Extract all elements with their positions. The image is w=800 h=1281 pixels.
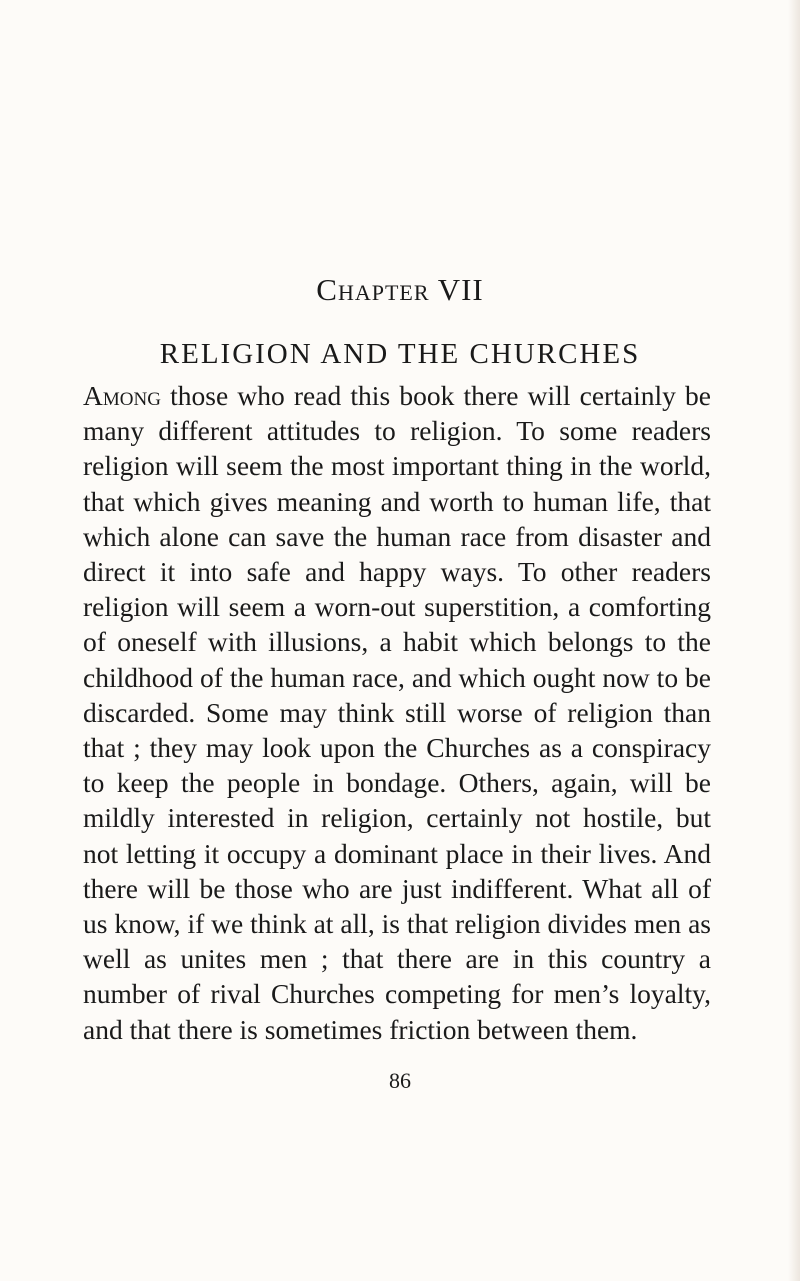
page-number: 86 xyxy=(389,1068,411,1093)
opening-words: Among xyxy=(83,380,161,411)
paragraph-text: those who read this book there will certainly be many different attitudes to religion. To some readers religion will seem the most important thing in the world, that which gives meaning and worth to human life, that which alone can save the human race from disaster and direct it into safe and happy ways. To other readers religion will seem a worn-out superstition, a comforting of oneself with illusions, a habit which belongs to the childhood of the human race, and which ought now to be discarded. Some may think still worse of religion than that ; they may look upon the Churches as a conspiracy to keep the people in bondage. Others, again, will be mildly interested in religion, certainly not hostile, but not letting it occupy a dominant place in their lives. And there will be those who are just indifferent. What all of us know, if we think at all, is that religion divides men as well as unites men ; that there are in this country a number of rival Churches competing for men’s loyalty, and that there is sometimes friction between them. xyxy=(83,380,711,1045)
chapter-heading: Chapter VII xyxy=(316,272,484,307)
body-text xyxy=(83,378,711,1047)
body-paragraph xyxy=(83,378,711,1047)
chapter-title: RELIGION AND THE CHURCHES xyxy=(159,338,641,370)
